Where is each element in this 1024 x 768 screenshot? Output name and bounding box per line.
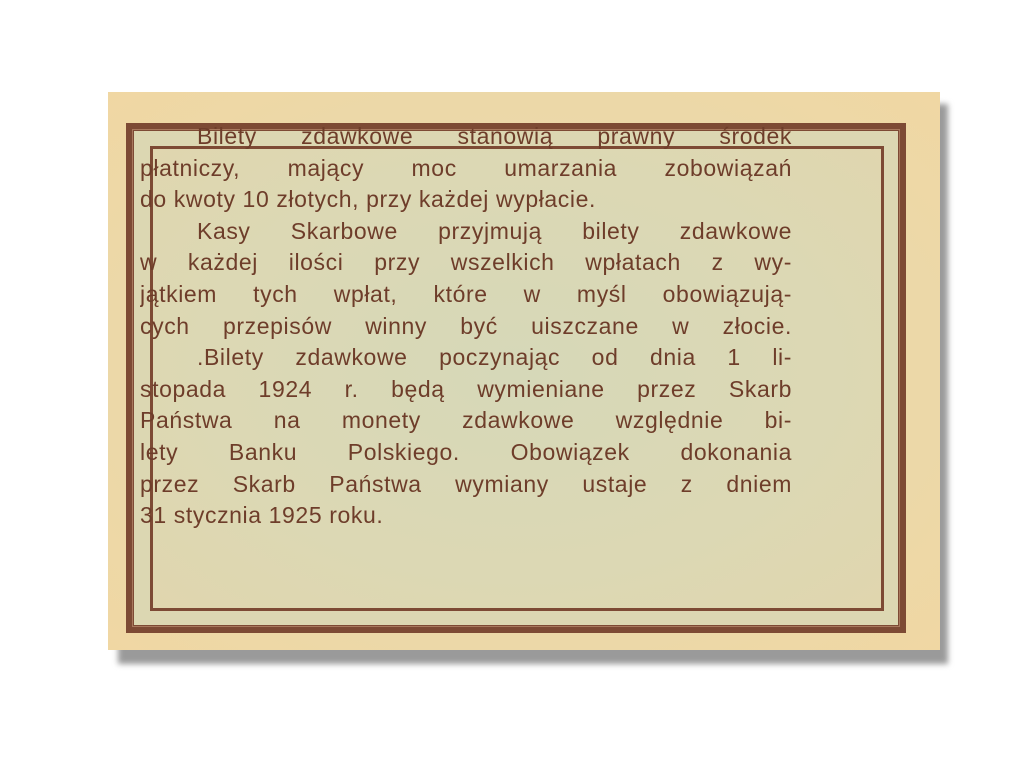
text-line: do kwoty 10 złotych, przy każdej wypłacie. xyxy=(140,186,597,213)
text-line: płatniczy, mający moc umarzania zobowiązań xyxy=(140,154,792,181)
note-text xyxy=(140,121,792,532)
text-line: cych przepisów winny być uiszczane w złocie. xyxy=(140,312,792,339)
text-line: w każdej ilości przy wszelkich wpłatach z wy- xyxy=(140,249,792,276)
text-line: przez Skarb Państwa wymiany ustaje z dniem xyxy=(140,470,792,497)
text-line: stopada 1924 r. będą wymieniane przez Skarb xyxy=(140,375,792,402)
text-line: lety Banku Polskiego. Obowiązek dokonania xyxy=(140,438,792,465)
banknote-reverse xyxy=(108,92,940,650)
text-line: Bilety zdawkowe stanowią prawny środek xyxy=(197,123,792,149)
text-line: 31 stycznia 1925 roku. xyxy=(140,502,384,529)
text-line: jątkiem tych wpłat, które w myśl obowiązują- xyxy=(140,280,792,307)
text-line: Państwa na monety zdawkowe względnie bi- xyxy=(140,407,792,434)
text-line: Kasy Skarbowe przyjmują bilety zdawkowe xyxy=(197,217,792,244)
text-line: .Bilety zdawkowe poczynając od dnia 1 li- xyxy=(197,344,792,371)
